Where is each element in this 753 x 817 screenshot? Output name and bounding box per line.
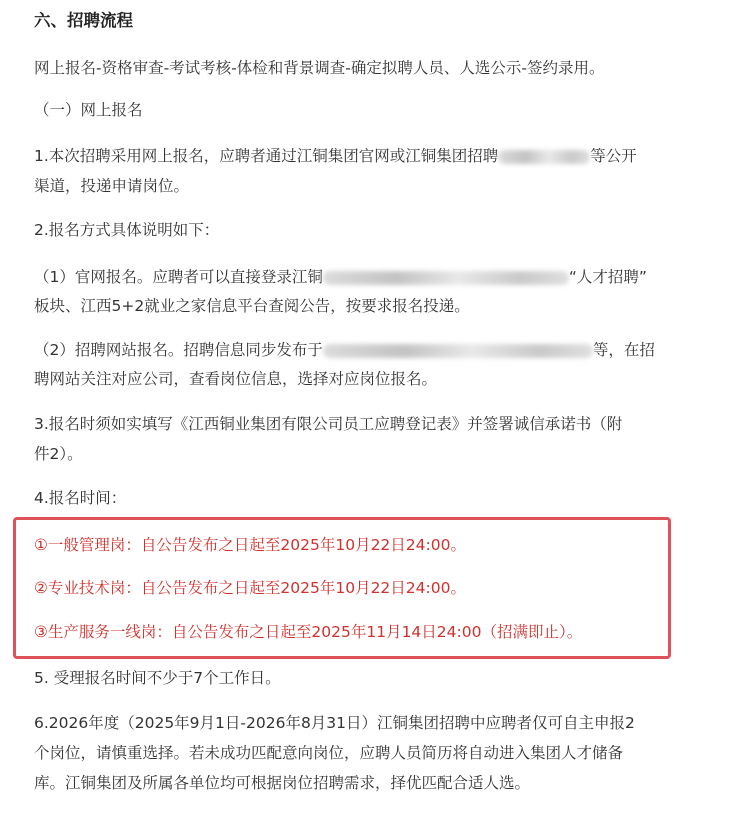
item-3-line-1: 3.报名时须如实填写《江西铜业集团有限公司员工应聘登记表》并签署诚信承诺书（附 (34, 415, 623, 433)
deadline-frontline-service: ③生产服务一线岗：自公告发布之日起至2025年11月14日24:00（招满即止）。 (34, 623, 583, 641)
item-4-heading: 4.报名时间： (34, 489, 127, 507)
subsection-online-registration: （一）网上报名 (34, 101, 143, 119)
item-2-2-line-1 (34, 340, 724, 360)
item-2-heading: 2.报名方式具体说明如下： (34, 221, 220, 239)
item-6-line-2: 个岗位，请慎重选择。若未成功匹配意向岗位，应聘人员简历将自动进入集团人才储备 (34, 744, 624, 762)
redacted-blur (498, 150, 590, 164)
item-5: 5. 受理报名时间不少于7个工作日。 (34, 669, 281, 687)
process-summary: 网上报名-资格审查-考试考核-体检和背景调查-确定拟聘人员、人选公示-签约录用。 (34, 59, 605, 77)
deadline-general-management: ①一般管理岗：自公告发布之日起至2025年10月22日24:00。 (34, 536, 466, 554)
item-2-2-text-end: 等，在招 (592, 341, 655, 359)
item-2-2-line-2: 聘网站关注对应公司，查看岗位信息，选择对应岗位报名。 (34, 370, 438, 388)
item-1-line-1 (34, 146, 724, 166)
item-2-2-text-start: （2）招聘网站报名。招聘信息同步发布于 (34, 341, 323, 359)
section-title: 六、招聘流程 (34, 11, 133, 30)
item-1-text-end: 等公开 (590, 147, 637, 165)
deadline-technical: ②专业技术岗：自公告发布之日起至2025年10月22日24:00。 (34, 579, 466, 597)
redacted-blur (323, 344, 593, 358)
item-1-line-2: 渠道，投递申请岗位。 (34, 177, 190, 195)
item-3-line-2: 件2）。 (34, 445, 83, 463)
redacted-blur (323, 271, 569, 285)
item-2-1-text-start: （1）官网报名。应聘者可以直接登录江铜 (34, 268, 323, 286)
item-6-line-1: 6.2026年度（2025年9月1日-2026年8月31日）江铜集团招聘中应聘者仅可自主申报2 (34, 714, 635, 732)
item-2-1-text-end: “人才招聘” (568, 268, 647, 286)
item-2-1-line-2: 板块、江西5+2就业之家信息平台查阅公告，按要求报名投递。 (34, 297, 470, 315)
item-2-1-line-1 (34, 267, 724, 287)
item-1-text-start: 1.本次招聘采用网上报名，应聘者通过江铜集团官网或江铜集团招聘 (34, 147, 499, 165)
item-6-line-3: 库。江铜集团及所属各单位均可根据岗位招聘需求，择优匹配合适人选。 (34, 774, 531, 792)
